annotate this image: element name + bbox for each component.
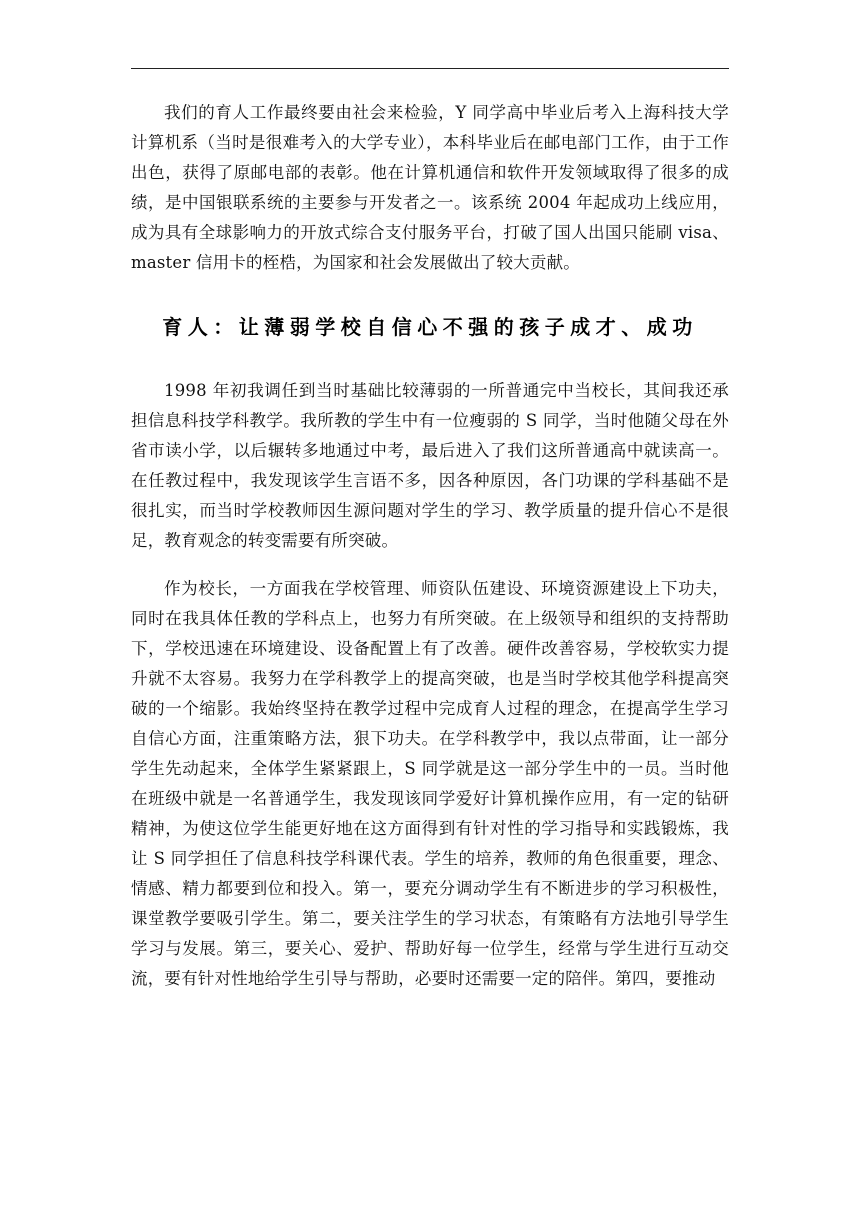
header-rule xyxy=(131,68,729,69)
paragraph-principal-efforts: 作为校长，一方面我在学校管理、师资队伍建设、环境资源建设上下功夫，同时在我具体任教的学科点上，也努力有所突破。在上级领导和组织的支持帮助下，学校迅速在环境建设、设备配置上有了改善。硬件改善容易，学校软实力提升就不太容易。我努力在学科教学上的提高突破，也是当时学校其他学科提高突破的一个缩影。我始终坚持在教学过程中完成育人过程的理念，在提高学生学习自信心方面，注重策略方法，狠下功夫。在学科教学中，我以点带面，让一部分学生先动起来，全体学生紧紧跟上，S 同学就是这一部分学生中的一员。当时他在班级中就是一名普通学生，我发现该同学爱好计算机操作应用，有一定的钻研精神，为使这位学生能更好地在这方面得到有针对性的学习指导和实践锻炼，我让 S 同学担任了信息科技学科课代表。学生的培养，教师的角色很重要，理念、情感、精力都要到位和投入。第一，要充分调动学生有不断进步的学习积极性，课堂教学要吸引学生。第二，要关注学生的学习状态，有策略有方法地引导学生学习与发展。第三，要关心、爱护、帮助好每一位学生，经常与学生进行互动交流，要有针对性地给学生引导与帮助，必要时还需要一定的陪伴。第四，要推动 xyxy=(131,579,729,988)
paragraph-graduate-achievement: 我们的育人工作最终要由社会来检验，Y 同学高中毕业后考入上海科技大学计算机系（当时是很难考入的大学专业），本科毕业后在邮电部门工作，由于工作出色，获得了原邮电部的表彰。他在计算机通信和软件开发领域取得了很多的成绩，是中国银联系统的主要参与开发者之一。该系统 2004 年起成功上线应用，成为具有全球影响力的开放式综合支付服务平台，打破了国人出国只能刷 visa、master 信用卡的桎梏，为国家和社会发展做出了较大贡献。 xyxy=(131,103,729,272)
section-heading: 育人：让薄弱学校自信心不强的孩子成才、成功 xyxy=(162,315,698,339)
paragraph-school-background: 1998 年初我调任到当时基础比较薄弱的一所普通完中当校长，其间我还承担信息科技学科教学。我所教的学生中有一位瘦弱的 S 同学，当时他随父母在外省市读小学，以后辗转多地通过中考，最后进入了我们这所普通高中就读高一。在任教过程中，我发现该学生言语不多，因各种原因，各门功课的学科基础不是很扎实，而当时学校教师因生源问题对学生的学习、教学质量的提升信心不是很足，教育观念的转变需要有所突破。 xyxy=(131,381,729,550)
document-body xyxy=(131,98,729,994)
